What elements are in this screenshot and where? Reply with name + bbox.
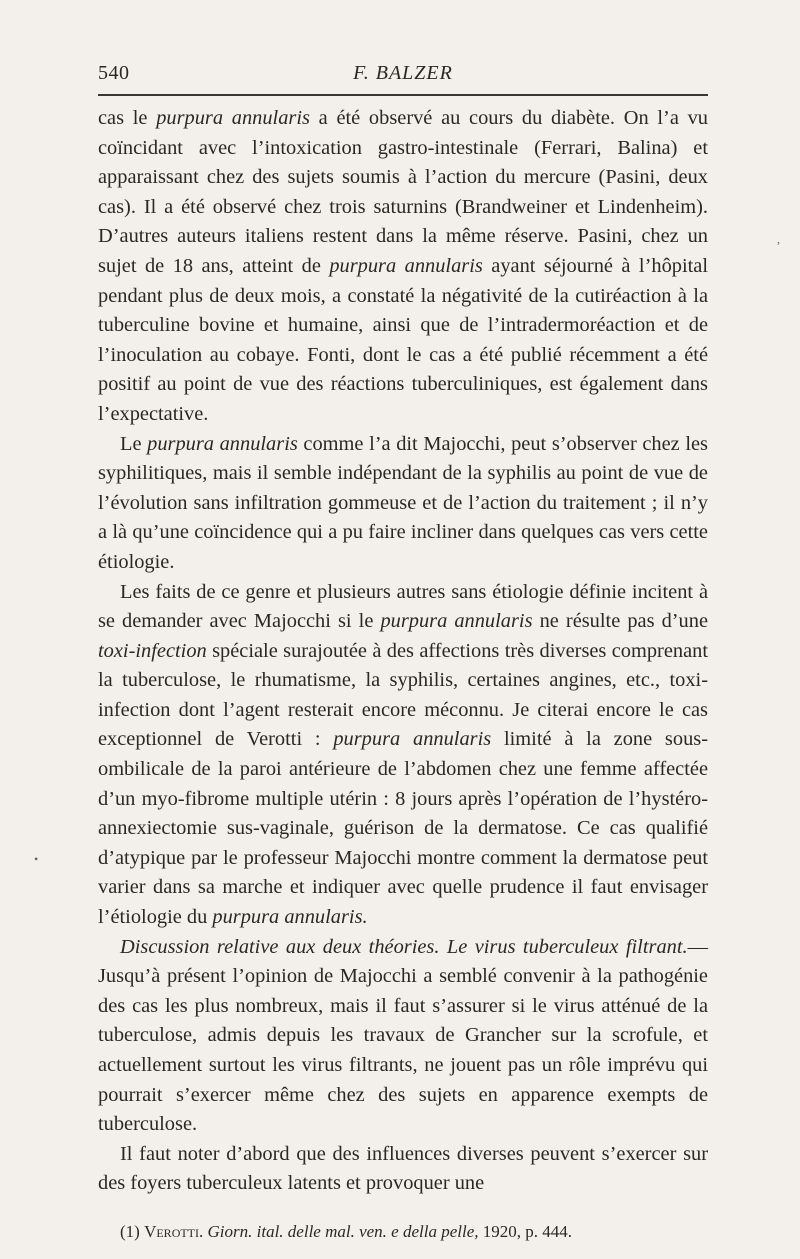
text-run: spéciale surajoutée à des affections très diverses comprenant la tuberculose, le rhumatisme, la syphilis, certaines angines, etc., toxi-infection dont l’agent resterait encore méconnu. Je citerai encore le cas exceptionnel de Verotti :: [98, 639, 708, 751]
running-head: F. BALZER: [353, 62, 453, 84]
margin-mark: •: [34, 852, 39, 866]
small-caps-run: Verotti: [144, 1221, 200, 1241]
page-number: 540: [98, 62, 130, 84]
text-run: 1920, p. 444.: [478, 1221, 573, 1241]
paragraph: [98, 104, 708, 430]
header-rule: [98, 94, 708, 96]
text-run: ayant séjourné à l’hôpital pendant plus de deux mois, a constaté la négativité de la cutiréaction à la tuberculine bovine et humaine, ainsi que de l’intradermoréaction et de l’inoculation au cobaye. Fonti, dont le cas a été publié récemment a été positif au point de vue des réactions tuberculiniques, est également dans l’expectative.: [98, 254, 709, 425]
italic-run: toxi-infection: [98, 639, 207, 662]
text-run: Les faits de ce genre et plusieurs autres sans étiologie définie incitent à se demander avec Majocchi si le: [98, 580, 708, 633]
italic-run: purpura annularis: [156, 107, 310, 129]
text-run: .: [199, 1221, 208, 1241]
body-text: [98, 104, 708, 1199]
italic-run: Discussion relative aux deux théories. Le virus tuberculeux filtrant.: [120, 935, 688, 958]
text-run: comme l’a dit Majocchi, peut s’observer chez les syphilitiques, mais il semble indépendant de la syphilis au point de vue de l’évolution sans infiltration gommeuse et de l’action du traitement ; il n’y a là qu’une coïncidence qui a pu faire incliner dans quelques cas vers cette étiologie.: [98, 432, 708, 573]
footnote: [98, 1221, 708, 1243]
paragraph: [98, 578, 708, 933]
page-header: [98, 58, 708, 92]
text-run: Le: [120, 432, 148, 455]
text-run: — Jusqu’à présent l’opinion de Majocchi a semblé convenir à la pathogénie des cas les plus nombreux, mais il faut s’assurer si le virus atténué de la tuberculose, admis depuis les travaux de Grancher sur la scrofule, et actuellement surtout les virus filtrants, ne jouent pas un rôle imprévu qui pourrait s’exercer même chez des sujets en apparence exempts de tuberculose.: [98, 935, 708, 1136]
paragraph: [98, 430, 708, 578]
italic-run: purpura annularis.: [212, 906, 368, 929]
text-run: limité à la zone sous-ombilicale de la paroi antérieure de l’abdomen chez une femme affectée d’un myo-fibrome multiple utérin : 8 jours après l’opération de l’hystéro-annexiectomie sus-vaginale, guérison de la dermatose. Ce cas qualifié d’atypique par le professeur Majocchi montre comment la dermatose peut varier dans sa marche et indiquer avec quelle prudence il faut envisager l’étiologie du: [98, 728, 708, 929]
text-run: (1): [120, 1221, 145, 1241]
text-run: a été observé au cours du diabète. On l’a vu coïncidant avec l’intoxication gastro-intestinale (Ferrari, Balina) et apparaissant chez des sujets soumis à l’action du mercure (Pasini, deux cas). Il a été observé chez trois saturnins (Brandweiner et Lindenheim). D’autres auteurs italiens restent dans la même réserve. Pasini, chez un sujet de 18 ans, atteint de: [98, 107, 708, 277]
text-run: cas le: [98, 107, 157, 129]
paragraph: [98, 933, 708, 1140]
italic-run: Giorn. ital. delle mal. ven. e della pelle,: [207, 1221, 479, 1241]
italic-run: purpura annularis: [147, 432, 298, 455]
page: [98, 58, 708, 1243]
italic-run: purpura annularis: [380, 610, 533, 633]
italic-run: purpura annularis: [329, 254, 483, 277]
text-run: Il faut noter d’abord que des influences diverses peuvent s’exercer sur des foyers tuberculeux latents et provoquer une: [98, 1142, 708, 1195]
text-run: ne résulte pas d’une: [532, 610, 708, 633]
paragraph: [98, 1140, 708, 1199]
italic-run: purpura annularis: [333, 728, 492, 751]
margin-mark: ,: [777, 232, 780, 246]
